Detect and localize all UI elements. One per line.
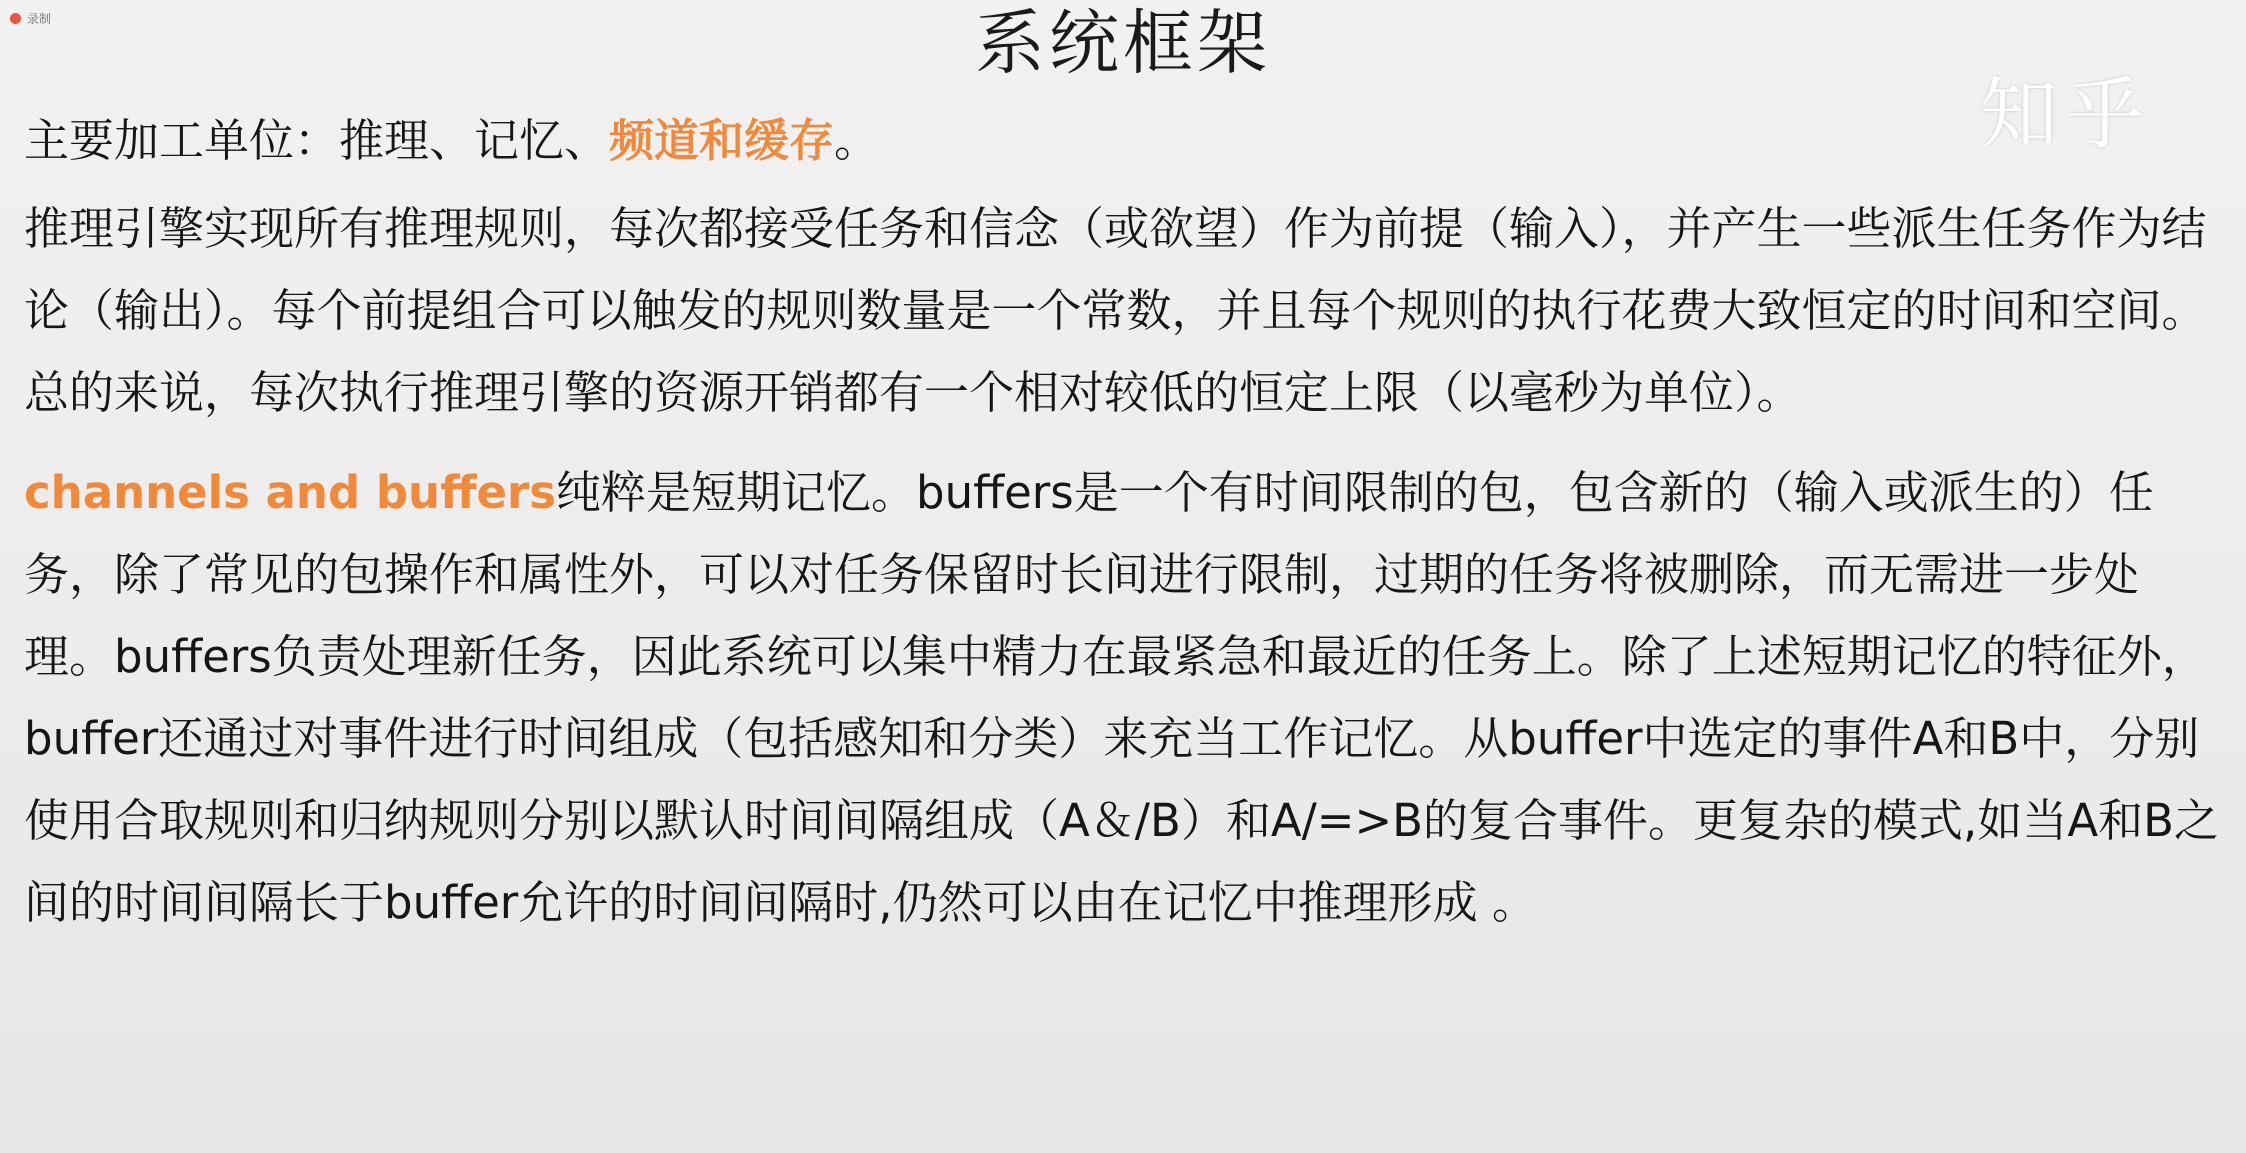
inference-paragraph: 推理引擎实现所有推理规则，每次都接受任务和信念（或欲望）作为前提（输入），并产生一些派生任务作为结论（输出）。每个前提组合可以触发的规则数量是一个常数，并且每个规则的执行花费大致恒定的时间和空间。总的来说，每次执行推理引擎的资源开销都有一个相对较低的恒定上限（以毫秒为单位）。	[24, 202, 2207, 419]
buffers-highlight: channels and buffers	[24, 466, 557, 519]
recording-label: 录制	[27, 12, 52, 26]
intro-prefix: 主要加工单位：推理、记忆、	[24, 114, 610, 167]
zhihu-watermark: 知乎	[1980, 70, 2153, 160]
buffers-paragraph	[24, 452, 2224, 944]
intro-highlight: 频道和缓存	[609, 114, 835, 167]
slide-title: 系统框架	[975, 2, 1271, 84]
slide-body	[24, 100, 2224, 944]
intro-suffix: 。	[834, 114, 880, 167]
buffers-text: 纯粹是短期记忆。buffers是一个有时间限制的包，包含新的（输入或派生的）任务，除了常见的包操作和属性外，可以对任务保留时长间进行限制，过期的任务将被删除，而无需进一步处理。buffers负责处理新任务，因此系统可以集中精力在最紧急和最近的任务上。除了上述短期记忆的特征外，buffer还通过对事件进行时间组成（包括感知和分类）来充当工作记忆。从buffer中选定的事件A和B中，分别使用合取规则和归纳规则分别以默认时间间隔组成（A＆/B）和A/=>B的复合事件。更复杂的模式,如当A和B之间的时间间隔长于buffer允许的时间间隔时,仍然可以由在记忆中推理形成 。	[24, 466, 2220, 929]
intro-paragraph	[24, 100, 2224, 182]
